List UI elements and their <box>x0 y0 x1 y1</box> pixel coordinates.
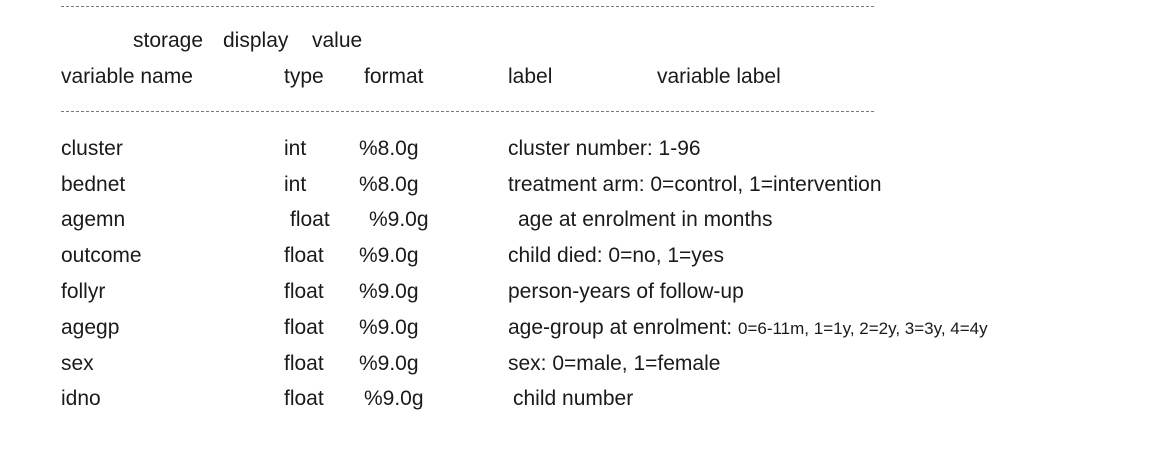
row-type: float <box>284 387 324 410</box>
header-format: format <box>364 65 424 88</box>
row-name: follyr <box>61 280 106 303</box>
row-format: %9.0g <box>359 316 419 339</box>
header-type: type <box>284 65 324 88</box>
row-format: %9.0g <box>359 280 419 303</box>
row-label-codes: 0=6-11m, 1=1y, 2=2y, 3=3y, 4=4y <box>737 319 988 338</box>
row-label: person-years of follow-up <box>508 280 744 303</box>
row-type: int <box>284 173 307 196</box>
row-label: age at enrolment in months <box>518 208 773 231</box>
row-label: child died: 0=no, 1=yes <box>508 244 724 267</box>
row-name: outcome <box>61 244 142 267</box>
header-variable-name: variable name <box>61 65 193 88</box>
row-type: int <box>284 137 307 160</box>
row-label <box>508 316 988 341</box>
header-label: label <box>508 65 553 88</box>
row-name: cluster <box>61 137 123 160</box>
row-label: child number <box>513 387 634 410</box>
row-format: %9.0g <box>359 244 419 267</box>
header-storage: storage <box>133 29 204 52</box>
row-type: float <box>284 316 324 339</box>
row-type: float <box>284 352 324 375</box>
row-format: %9.0g <box>369 208 429 231</box>
row-label-main: age-group at enrolment: <box>508 316 733 339</box>
row-format: %8.0g <box>359 137 419 160</box>
row-format: %8.0g <box>359 173 419 196</box>
row-name: agemn <box>61 208 126 231</box>
row-type: float <box>290 208 330 231</box>
row-name: idno <box>61 387 101 410</box>
row-name: sex <box>61 352 94 375</box>
header-variable-label: variable label <box>657 65 781 88</box>
row-format: %9.0g <box>359 352 419 375</box>
header-display: display <box>223 29 289 52</box>
header-value: value <box>312 29 363 52</box>
row-label: sex: 0=male, 1=female <box>508 352 721 375</box>
top-divider <box>61 6 874 7</box>
row-name: bednet <box>61 173 126 196</box>
row-type: float <box>284 280 324 303</box>
row-name: agegp <box>61 316 120 339</box>
row-label: treatment arm: 0=control, 1=intervention <box>508 173 882 196</box>
header-divider <box>61 111 874 112</box>
row-type: float <box>284 244 324 267</box>
row-label: cluster number: 1-96 <box>508 137 701 160</box>
row-format: %9.0g <box>364 387 424 410</box>
